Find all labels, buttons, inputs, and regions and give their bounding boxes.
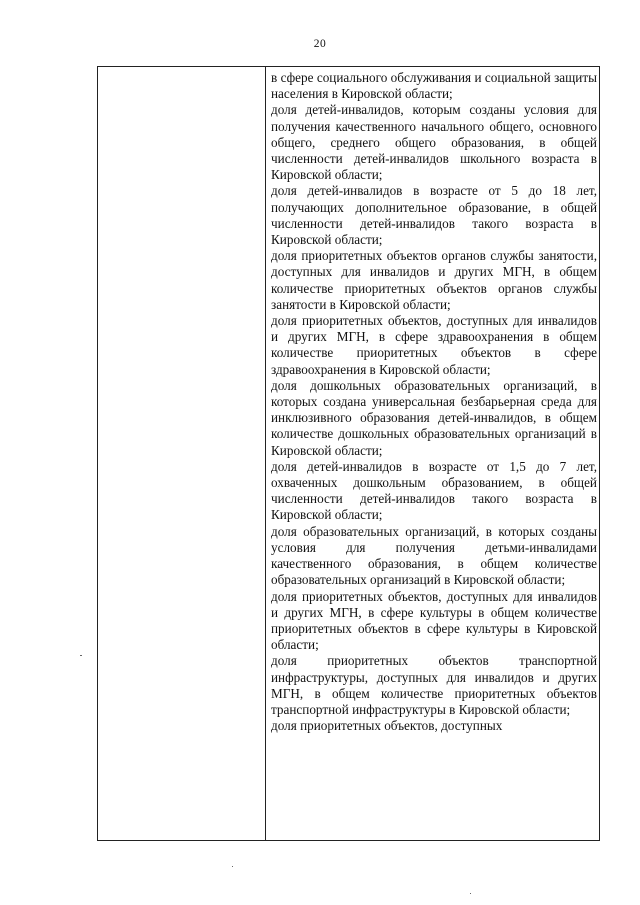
- indicator-paragraph: доля приоритетных объектов, доступных для инвалидов и других МГН, в сфере культуры в общем количестве приоритетных объектов в сфере культуры в Кировской области;: [271, 588, 597, 653]
- indicators-cell: [271, 70, 597, 734]
- scan-speck: [232, 866, 233, 867]
- indicator-paragraph: в сфере социального обслуживания и социальной защиты населения в Кировской области;: [271, 70, 597, 102]
- document-table: [97, 66, 600, 841]
- scan-speck: [470, 893, 471, 894]
- indicator-paragraph: доля образовательных организаций, в которых созданы условия для получения детьми-инвалидами качественного образования, в общем количестве образовательных организаций в Кировской области;: [271, 523, 597, 588]
- indicator-paragraph: доля приоритетных объектов органов службы занятости, доступных для инвалидов и других МГН, в общем количестве приоритетных объектов органов службы занятости в Кировской области;: [271, 248, 597, 312]
- indicator-paragraph: доля детей-инвалидов в возрасте от 5 до 18 лет, получающих дополнительное образование, в общей численности детей-инвалидов такого возраста в Кировской области;: [271, 183, 597, 248]
- indicator-paragraph: доля приоритетных объектов, доступных: [271, 718, 503, 734]
- indicator-paragraph: доля дошкольных образовательных организаций, в которых создана универсальная безбарьерная среда для инклюзивного образования детей-инвалидов, в общем количестве дошкольных образовательных организаций в Кировской области;: [271, 377, 597, 458]
- indicator-paragraph: доля детей-инвалидов в возрасте от 1,5 до 7 лет, охваченных дошкольным образованием, в общей численности детей-инвалидов такого возраста в Кировской области;: [271, 458, 597, 523]
- indicator-paragraph: доля приоритетных объектов, доступных для инвалидов и других МГН, в сфере здравоохранения в общем количестве приоритетных объектов в сфере здравоохранения в Кировской области;: [271, 313, 597, 377]
- page-number: 20: [313, 38, 327, 50]
- scan-speck: [80, 655, 82, 656]
- indicator-paragraph: доля приоритетных объектов транспортной инфраструктуры, доступных для инвалидов и других МГН, в общем количестве приоритетных объектов транспортной инфраструктуры в Кировской области;: [271, 653, 597, 717]
- column-divider: [265, 67, 266, 840]
- indicator-paragraph: доля детей-инвалидов, которым созданы условия для получения качественного начального общего, основного общего, среднего общего образования, в общей численности детей-инвалидов школьного возраста в Кировской области;: [271, 102, 597, 183]
